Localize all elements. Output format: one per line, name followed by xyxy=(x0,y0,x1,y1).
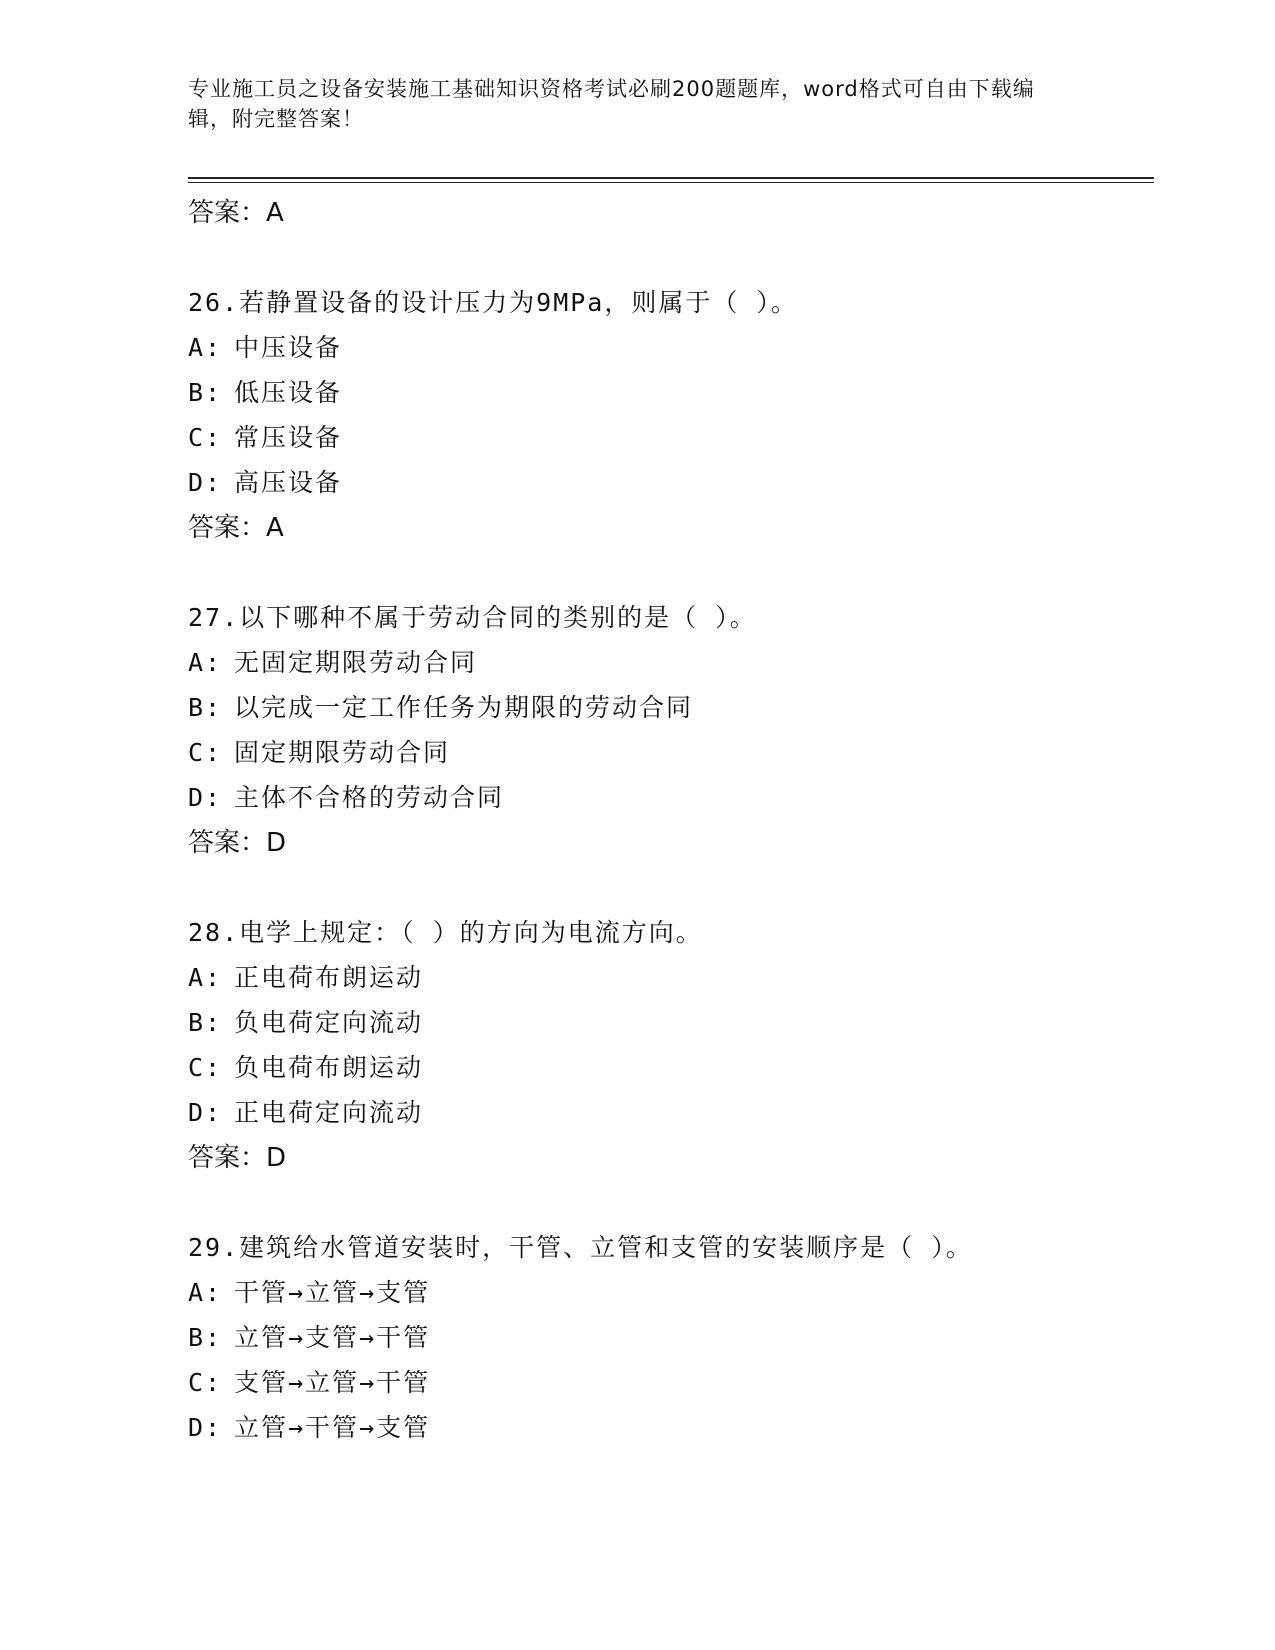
option-d xyxy=(188,775,1154,820)
option-key: B: xyxy=(188,378,223,407)
option-key: C: xyxy=(188,1053,223,1082)
option-a xyxy=(188,1270,1154,1315)
option-key: A: xyxy=(188,333,223,362)
spacer xyxy=(188,551,1154,595)
option-d xyxy=(188,1405,1154,1450)
option-text: 正电荷布朗运动 xyxy=(234,963,424,992)
spacer xyxy=(188,1181,1154,1225)
option-c xyxy=(188,415,1154,460)
option-key: A: xyxy=(188,1278,223,1307)
answer-line: 答案：D xyxy=(188,828,287,858)
option-text: 常压设备 xyxy=(234,423,343,452)
option-text: 以完成一定工作任务为期限的劳动合同 xyxy=(234,693,694,722)
answer-line: 答案：A xyxy=(188,513,284,543)
option-key: D: xyxy=(188,1413,223,1442)
question-stem: 29.建筑给水管道安装时，干管、立管和支管的安装顺序是（ ）。 xyxy=(188,1233,973,1262)
option-c xyxy=(188,1360,1154,1405)
page-header: 专业施工员之设备安装施工基础知识资格考试必刷200题题库，word格式可自由下载编辑，附完整答案！ xyxy=(188,77,1035,131)
option-b xyxy=(188,1000,1154,1045)
option-key: D: xyxy=(188,468,223,497)
question-stem: 28.电学上规定：（ ）的方向为电流方向。 xyxy=(188,918,703,947)
option-key: B: xyxy=(188,693,223,722)
option-text: 高压设备 xyxy=(234,468,343,497)
option-text: 正电荷定向流动 xyxy=(234,1098,424,1127)
question-block xyxy=(188,1225,1154,1450)
option-key: C: xyxy=(188,1368,223,1397)
option-text: 立管→干管→支管 xyxy=(234,1413,431,1442)
option-text: 无固定期限劳动合同 xyxy=(234,648,478,677)
option-text: 低压设备 xyxy=(234,378,343,407)
answer-line: 答案：A xyxy=(188,198,284,228)
option-b xyxy=(188,685,1154,730)
option-text: 支管→立管→干管 xyxy=(234,1368,431,1397)
option-c xyxy=(188,1045,1154,1090)
option-key: A: xyxy=(188,963,223,992)
question-block xyxy=(188,595,1154,866)
option-key: A: xyxy=(188,648,223,677)
question-block xyxy=(188,910,1154,1181)
option-key: D: xyxy=(188,783,223,812)
option-text: 固定期限劳动合同 xyxy=(234,738,451,767)
option-text: 主体不合格的劳动合同 xyxy=(234,783,505,812)
header-divider-thick xyxy=(188,177,1154,179)
answer-line: 答案：D xyxy=(188,1143,287,1173)
option-a xyxy=(188,640,1154,685)
option-b xyxy=(188,1315,1154,1360)
question-stem: 27.以下哪种不属于劳动合同的类别的是（ ）。 xyxy=(188,603,757,632)
option-a xyxy=(188,955,1154,1000)
question-block xyxy=(188,280,1154,551)
option-b xyxy=(188,370,1154,415)
option-key: B: xyxy=(188,1008,223,1037)
spacer xyxy=(188,236,1154,280)
option-text: 负电荷布朗运动 xyxy=(234,1053,424,1082)
option-text: 中压设备 xyxy=(234,333,343,362)
option-text: 立管→支管→干管 xyxy=(234,1323,431,1352)
option-a xyxy=(188,325,1154,370)
header-divider-thin xyxy=(188,182,1154,183)
option-d xyxy=(188,460,1154,505)
option-d xyxy=(188,1090,1154,1135)
option-key: D: xyxy=(188,1098,223,1127)
option-key: C: xyxy=(188,423,223,452)
option-text: 干管→立管→支管 xyxy=(234,1278,431,1307)
option-text: 负电荷定向流动 xyxy=(234,1008,424,1037)
question-stem: 26.若静置设备的设计压力为9MPa，则属于（ ）。 xyxy=(188,288,798,317)
option-key: B: xyxy=(188,1323,223,1352)
question-list xyxy=(188,190,1154,1450)
option-c xyxy=(188,730,1154,775)
spacer xyxy=(188,866,1154,910)
option-key: C: xyxy=(188,738,223,767)
